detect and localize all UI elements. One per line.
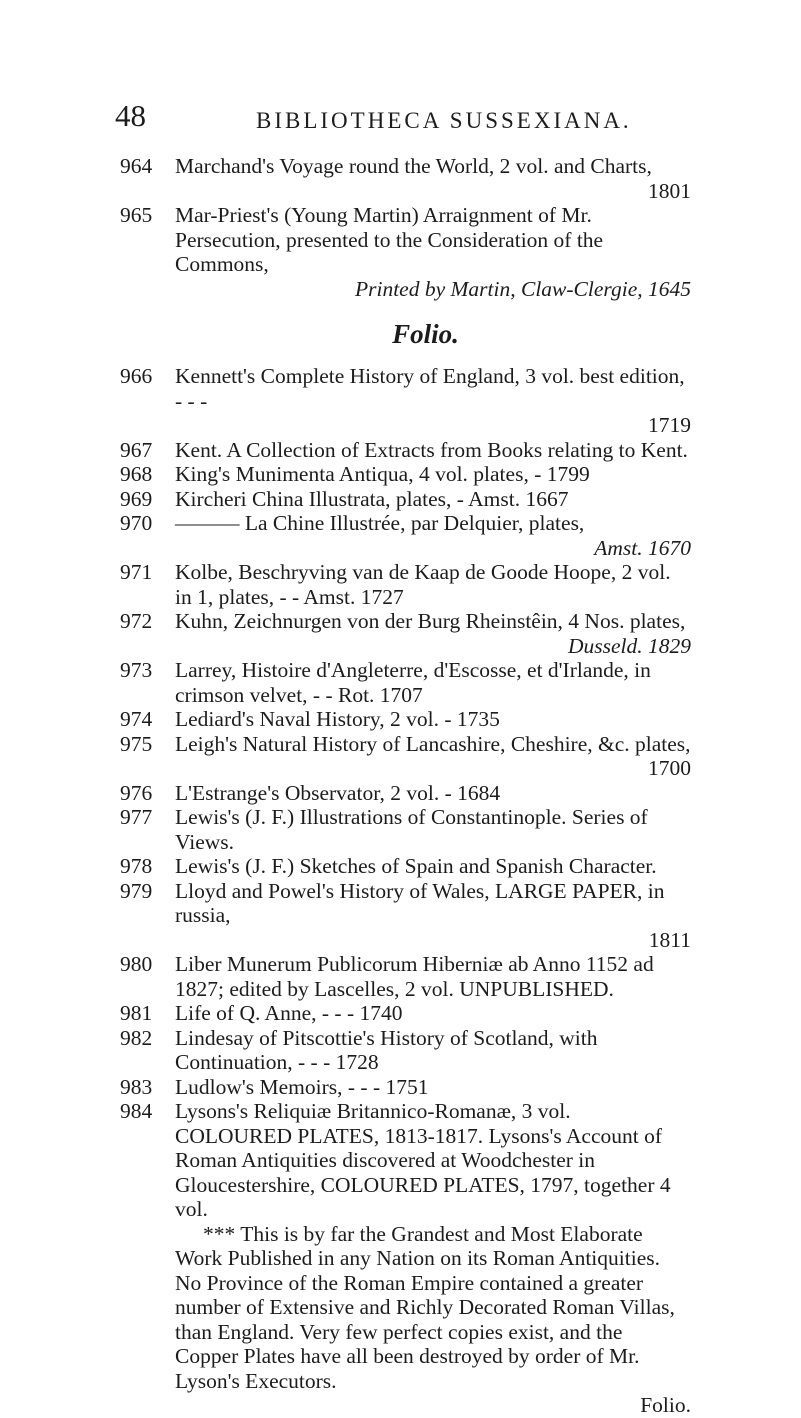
section-title: Folio. <box>392 319 459 349</box>
entry-973 <box>0 658 691 707</box>
running-head: BIBLIOTHECA SUSSEXIANA. <box>256 108 632 133</box>
entry-text: Kircheri China Illustrata, plates, - Amst. 1667 <box>175 486 569 511</box>
entry-number: 984 <box>120 1099 153 1123</box>
entry-text: King's Munimenta Antiqua, 4 vol. plates, - 1799 <box>175 462 590 486</box>
entry-number: 972 <box>120 609 153 633</box>
entry-text: ——— La Chine Illustrée, par Delquier, plates, <box>175 511 585 535</box>
entry-number: 979 <box>120 878 153 903</box>
entry-982 <box>0 1026 691 1075</box>
catchword: Folio. <box>640 1393 691 1417</box>
entry-text: Mar-Priest's (Young Martin) Arraignment of Mr. Persecution, presented to the Consideration of the Commons, <box>175 203 604 276</box>
entry-number: 973 <box>120 658 153 682</box>
entry-974 <box>0 707 691 732</box>
entry-968 <box>0 462 691 487</box>
entry-text: Liber Munerum Publicorum Hiberniæ ab Anno 1152 ad 1827; edited by Lascelles, 2 vol. UNPUBLISHED. <box>175 952 654 1001</box>
entry-number: 982 <box>120 1025 153 1050</box>
entry-number: 971 <box>120 560 153 584</box>
entry-number: 980 <box>120 952 153 976</box>
entry-text: Marchand's Voyage round the World, 2 vol. and Charts, <box>175 154 652 178</box>
entry-972 <box>0 609 691 658</box>
entry-980 <box>0 952 691 1001</box>
entry-date: 1700 <box>648 756 691 780</box>
entry-date: 1811 <box>648 927 691 952</box>
entry-965 <box>0 203 691 301</box>
entry-imprint: Dusseld. 1829 <box>567 633 691 658</box>
entry-text: Life of Q. Anne, - - - 1740 <box>175 1001 403 1025</box>
entry-number: 969 <box>120 486 153 511</box>
entry-imprint: Amst. 1670 <box>594 535 691 560</box>
entry-969 <box>0 487 691 512</box>
entry-number: 965 <box>120 203 153 227</box>
entry-976 <box>0 781 691 806</box>
entry-number: 978 <box>120 854 153 878</box>
page-header <box>0 98 801 138</box>
entry-date: 1801 <box>648 178 691 203</box>
entry-text: Lediard's Naval History, 2 vol. - 1735 <box>175 707 500 731</box>
entry-text: Lewis's (J. F.) Sketches of Spain and Spanish Character. <box>175 854 657 878</box>
entry-number: 968 <box>120 462 153 486</box>
entry-983 <box>0 1075 691 1100</box>
entry-text: Lewis's (J. F.) Illustrations of Constantinople. Series of Views. <box>175 805 648 854</box>
entry-number: 983 <box>120 1074 153 1099</box>
entry-text: L'Estrange's Observator, 2 vol. - 1684 <box>175 780 501 805</box>
entry-number: 981 <box>120 1001 153 1025</box>
entry-979 <box>0 879 691 953</box>
entry-number: 970 <box>120 511 153 535</box>
entry-text: Leigh's Natural History of Lancashire, Cheshire, &c. plates, <box>175 731 691 756</box>
entry-text: Lindesay of Pitscottie's History of Scotland, with Continuation, - - - 1728 <box>175 1025 598 1074</box>
entry-number: 966 <box>120 364 153 388</box>
entry-981 <box>0 1001 691 1026</box>
catalogue-entries <box>0 154 801 1418</box>
entry-number: 977 <box>120 805 153 829</box>
entry-number: 976 <box>120 780 153 805</box>
entry-970 <box>0 511 691 560</box>
entry-text: Ludlow's Memoirs, - - - 1751 <box>175 1074 429 1099</box>
entry-text: Larrey, Histoire d'Angleterre, d'Escosse, et d'Irlande, in crimson velvet, - - Rot. 1707 <box>175 658 651 707</box>
entry-966 <box>0 364 691 438</box>
entry-note: *** This is by far the Grandest and Most Elaborate Work Published in any Nation on its Roman Antiquities. No Province of the Roman Empire contained a greater number of Extensive and Richly Decorated Roman Villas, than England. Very few perfect copies exist, and the Copper Plates have all been destroyed by order of Mr. Lyson's Executors. <box>175 1221 675 1393</box>
entry-971 <box>0 560 691 609</box>
entry-text: Lloyd and Powel's History of Wales, LARGE PAPER, in russia, <box>175 878 665 927</box>
page-number: 48 <box>115 98 146 133</box>
entry-text: Kuhn, Zeichnurgen von der Burg Rheinstêin, 4 Nos. plates, <box>175 609 686 633</box>
entry-number: 974 <box>120 707 153 731</box>
entry-978 <box>0 854 691 879</box>
entry-date: 1719 <box>648 413 691 437</box>
entry-975 <box>0 732 691 781</box>
entry-text: Lysons's Reliquiæ Britannico-Romanæ, 3 vol. COLOURED PLATES, 1813-1817. Lysons's Account of Roman Antiquities discovered at Woodchester in Gloucestershire, COLOURED PLATES, 1797, together 4 vol. <box>175 1099 671 1221</box>
entry-977 <box>0 805 691 854</box>
entry-964 <box>0 154 691 203</box>
entry-text: Kent. A Collection of Extracts from Books relating to Kent. <box>175 437 688 462</box>
entry-text: Kolbe, Beschryving van de Kaap de Goode Hoope, 2 vol. in 1, plates, - - Amst. 1727 <box>175 560 671 609</box>
entry-number: 975 <box>120 731 153 756</box>
entry-967 <box>0 438 691 463</box>
entry-number: 967 <box>120 437 153 462</box>
entry-imprint: Printed by Martin, Claw-Clergie, 1645 <box>354 276 691 301</box>
entry-984 <box>0 1099 691 1222</box>
entry-text: Kennett's Complete History of England, 3 vol. best edition, - - - <box>175 364 685 413</box>
entry-number: 964 <box>120 154 153 178</box>
